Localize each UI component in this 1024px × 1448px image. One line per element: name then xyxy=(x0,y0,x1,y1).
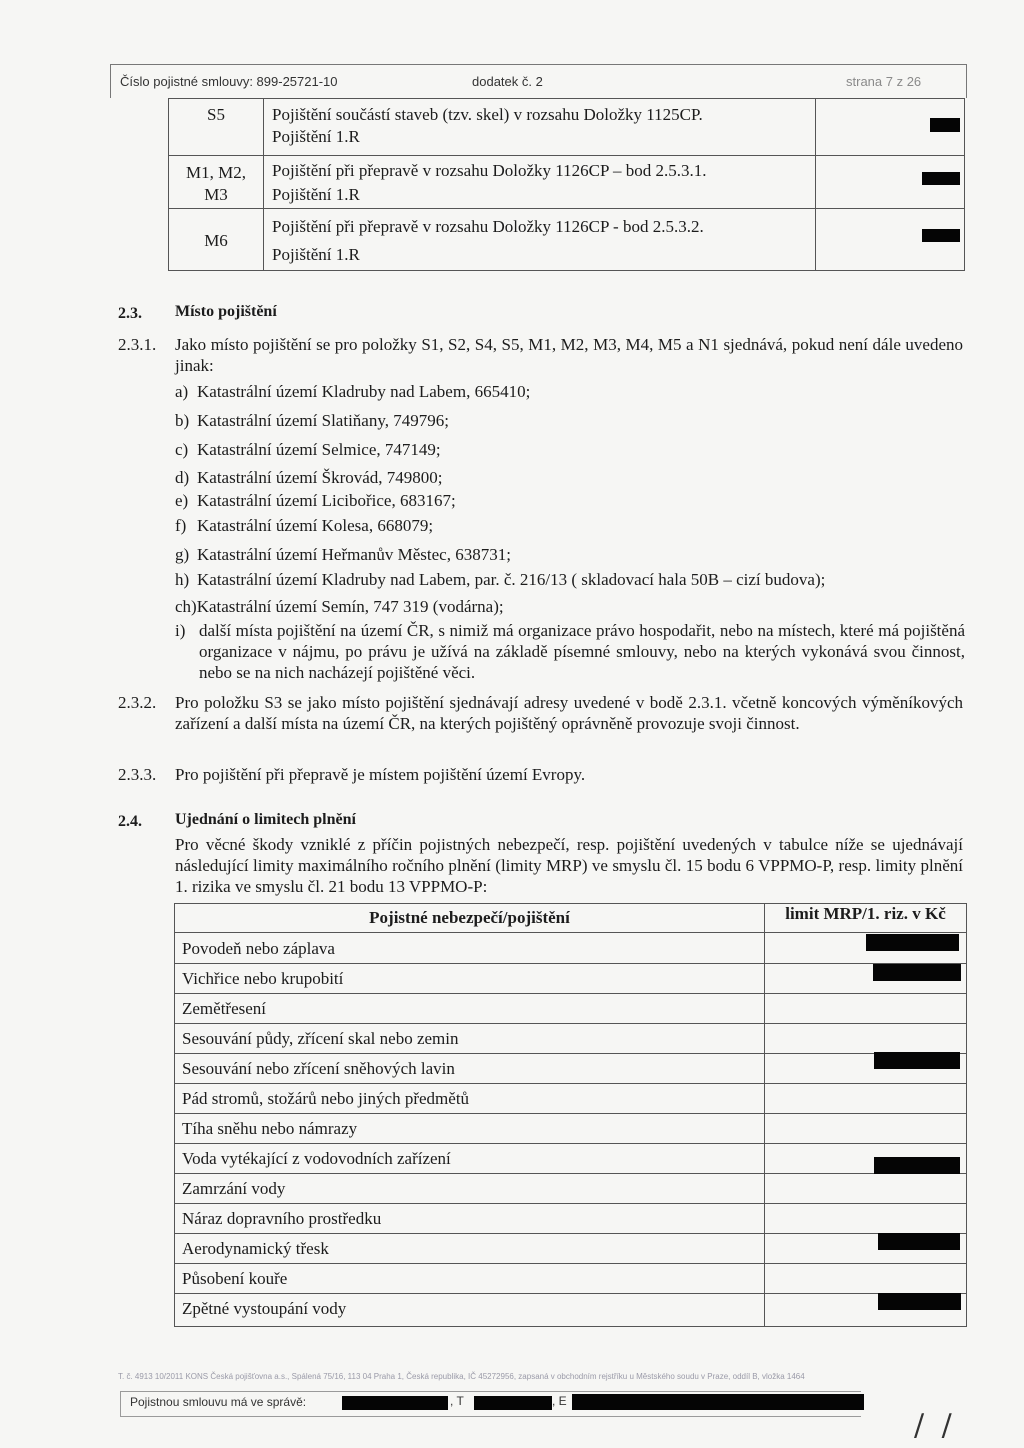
table-row: Zemětřesení xyxy=(174,994,966,1024)
coverage-type: Pojištění 1.R xyxy=(272,245,360,264)
handwritten-mark: / / xyxy=(914,1408,956,1443)
redaction-bar xyxy=(922,229,960,242)
list-item: h) Katastrální území Kladruby nad Labem, par. č. 216/13 ( skladovací hala 50B – cizí budova); xyxy=(175,570,826,589)
redaction-bar xyxy=(474,1396,552,1410)
table-row: Sesouvání nebo zřícení sněhových lavin xyxy=(174,1054,966,1084)
table-row: Vichřice nebo krupobití xyxy=(174,964,966,994)
list-item: f) Katastrální území Kolesa, 668079; xyxy=(175,516,434,535)
paragraph-text: Pro položku S3 se jako místo pojištění sjednávají adresy uvedené v bodě 2.3.1. včetně koncových výměníkových zařízení a další místa na území ČR, na kterých pojištěný oprávněně provozuje svoji činnost. xyxy=(175,693,963,733)
section-number: 2.3. xyxy=(118,305,142,322)
section-title: Ujednání o limitech plnění xyxy=(175,811,356,828)
contract-number: Číslo pojistné smlouvy: 899-25721-10 xyxy=(120,74,338,89)
table-row: Voda vytékající z vodovodních zařízení xyxy=(174,1144,966,1174)
redaction-bar xyxy=(874,1157,960,1174)
redaction-bar xyxy=(930,118,960,132)
table-row: Sesouvání půdy, zřícení skal nebo zemin xyxy=(174,1024,966,1054)
redaction-bar xyxy=(878,1233,960,1250)
list-item: c) Katastrální území Selmice, 747149; xyxy=(175,440,441,459)
footer-company-info: T. č. 4913 10/2011 KONS Česká pojišťovna a.s., Spálená 75/16, 113 04 Praha 1, Česká republika, IČ 45272956, zapsaná v obchodním rejstříku u Městského soudu v Praze, oddíl B, vložka 1464 xyxy=(118,1372,805,1381)
list-item: ch)Katastrální území Semín, 747 319 (vodárna); xyxy=(175,597,504,616)
coverage-text: Pojištění součástí staveb (tzv. skel) v rozsahu Doložky 1125CP. xyxy=(272,105,703,124)
paragraph-text: Pro pojištění při přepravě je místem pojištění území Evropy. xyxy=(175,765,586,784)
coverage-text: Pojištění při přepravě v rozsahu Doložky 1126CP - bod 2.5.3.2. xyxy=(272,217,704,236)
table-row: Zamrzání vody xyxy=(174,1174,966,1204)
section-title: Místo pojištění xyxy=(175,303,277,320)
coverage-code: M1, M2, M3 xyxy=(186,163,246,204)
coverage-text: Pojištění při přepravě v rozsahu Doložky 1126CP – bod 2.5.3.1. xyxy=(272,161,707,180)
footer-admin-label: Pojistnou smlouvu má ve správě: xyxy=(130,1395,307,1409)
paragraph-number: 2.3.3. xyxy=(118,765,157,784)
coverage-type: Pojištění 1.R xyxy=(272,127,360,146)
list-item: b) Katastrální území Slatiňany, 749796; xyxy=(175,411,449,430)
table-row: Tíha sněhu nebo námrazy xyxy=(174,1114,966,1144)
table-row: Aerodynamický třesk xyxy=(174,1234,966,1264)
redaction-bar xyxy=(878,1293,961,1310)
redaction-bar xyxy=(572,1394,864,1410)
paragraph-number: 2.3.1. xyxy=(118,335,157,354)
list-item: d) Katastrální území Škrovád, 749800; xyxy=(175,468,443,487)
list-item: g) Katastrální území Heřmanův Městec, 638731; xyxy=(175,545,511,564)
paragraph-text: Jako místo pojištění se pro položky S1, S2, S4, S5, M1, M2, M3, M4, M5 a N1 sjednává, pokud není dále uvedeno jinak: xyxy=(175,335,963,375)
redaction-bar xyxy=(342,1396,448,1410)
coverage-type: Pojištění 1.R xyxy=(272,185,360,204)
coverage-code: M6 xyxy=(204,231,228,250)
page-number: strana 7 z 26 xyxy=(846,74,922,89)
footer-email-label: , E xyxy=(552,1394,567,1408)
list-item: i) další místa pojištění na území ČR, s nimiž má organizace právo hospodařit, nebo na místech, které má pojištěná organizace v nájmu, po právu je užívá na základě písemné smlouvy, nebo na kterých vykonává svou činnost, nebo se na nich nacházejí pojištěné věci. xyxy=(175,621,965,682)
table-row: Pád stromů, stožárů nebo jiných předmětů xyxy=(174,1084,966,1114)
footer-phone-label: , T xyxy=(450,1394,464,1408)
table-row: Zpětné vystoupání vody xyxy=(182,1299,347,1318)
redaction-bar xyxy=(866,934,959,951)
section-number: 2.4. xyxy=(118,813,142,830)
table-row: Náraz dopravního prostředku xyxy=(174,1204,966,1234)
redaction-bar xyxy=(922,172,960,185)
addendum-number: dodatek č. 2 xyxy=(472,74,543,89)
table-row: Působení kouře xyxy=(174,1264,966,1294)
column-header: Pojistné nebezpečí/pojištění xyxy=(369,908,570,927)
coverage-code: S5 xyxy=(207,105,225,124)
list-item: e) Katastrální území Licibořice, 683167; xyxy=(175,491,456,510)
table-row: Povodeň nebo záplava xyxy=(174,934,966,964)
redaction-bar xyxy=(873,964,961,981)
redaction-bar xyxy=(874,1052,960,1069)
column-header: limit MRP/1. riz. v Kč xyxy=(785,904,946,923)
paragraph-text: Pro věcné škody vzniklé z příčin pojistných nebezpečí, resp. pojištění uvedených v tabulce níže se ujednávají následující limity maximálního ročního plnění (limity MRP) ve smyslu čl. 15 bodu 6 VPPMO-P, resp. limity plnění 1. rizika ve smyslu čl. 21 bodu 13 VPPMO-P: xyxy=(175,835,963,896)
list-item: a) Katastrální území Kladruby nad Labem, 665410; xyxy=(175,382,531,401)
paragraph-number: 2.3.2. xyxy=(118,693,157,712)
